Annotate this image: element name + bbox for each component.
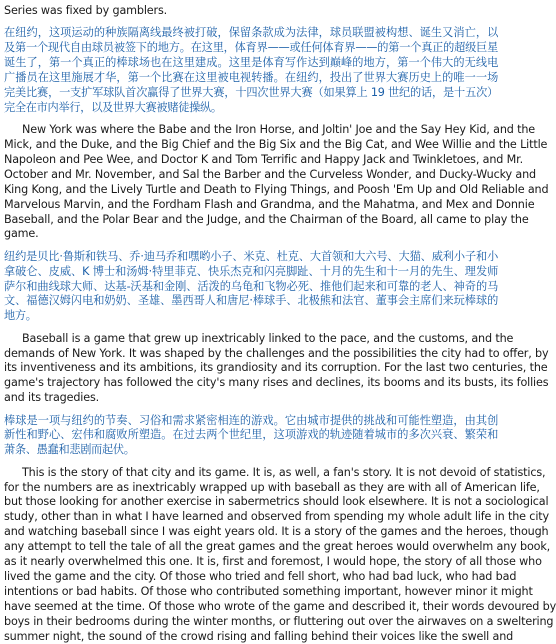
english-text-line: and its tragedies. (4, 391, 100, 405)
english-text-line: its inventiveness and its ambitions, its grandiosity and its corruption. For the last two centuries, the (4, 361, 548, 375)
english-text-line: Baseball, and the Polar Bear and the Judge, and the Chairman of the Board, all came to play the (4, 212, 529, 226)
english-text-line: game's trajectory has followed the city's many rises and declines, its booms and its busts, its follies (4, 376, 549, 390)
chinese-text-line: 在纽约，这项运动的种族隔离线最终被打破，保留条款成为法律，球员联盟被构想、诞生又消亡，以 (4, 26, 498, 40)
chinese-text-line: 新性和野心、宏伟和腐败所塑造。在过去两个世纪里，这项游戏的轨迹随着城市的多次兴衰、繁荣和 (4, 428, 498, 442)
english-text-line: summer night, the sound of the crowd rising and falling behind their voices like the swell and (4, 629, 514, 643)
english-text-line: but those looking for another exercise in sabermetrics should look elsewhere. It is not a sociological (4, 495, 549, 509)
english-text-line: demands of New York. It was shaped by the challenges and the possibilities the city had to offer, by (4, 346, 549, 360)
english-text-line: for the numbers are as inextricably wrapped up with baseball as they are with all of American life, (4, 480, 540, 494)
english-text-line: any attempt to tell the tale of all the great games and the great heroes would overwhelm any book, (4, 540, 551, 554)
english-text-line: have seemed at the time. Of those who wrote of the game and described it, their words devoured by (4, 599, 556, 613)
english-text-line: as it nearly overwhelmed this one. It is, first and foremost, I would hope, the story of all those who (4, 555, 542, 568)
english-text-line: This is the story of that city and its game. It is, as well, a fan's story. It is not devoid of statistics, (22, 465, 546, 479)
chinese-text-line: 诞生了，第一个真正的棒球场也在这里建成。这里是体育写作达到巅峰的地方，第一个伟大的无线电 (4, 56, 498, 70)
english-text-line: game. (4, 227, 39, 241)
chinese-text-line: 萨尔和曲线球大师、达基-沃基和金刚、活泼的乌龟和飞物必死、推他们起来和可靠的老人、神奇的马 (4, 279, 498, 293)
english-text-line: boys in their bedrooms during the winter months, or fluttering out over the airwaves on a sweltering (4, 614, 554, 628)
chinese-text-line: 完美比赛，一支扩军球队首次赢得了世界大赛，十四次世界大赛（如果算上 19 世纪的话，是十五次） (4, 85, 498, 99)
chinese-text-line: 棒球是一项与纽约的节奏、习俗和需求紧密相连的游戏。它由城市提供的挑战和可能性塑造，由其创 (4, 413, 498, 427)
english-text-line: King Kong, and the Lively Turtle and Death to Flying Things, and Poosh 'Em Up and Old Reliable and (4, 182, 549, 196)
english-text-line: Series was fixed by gamblers. (4, 4, 168, 17)
english-text-line: Mick, and the Duke, and the Big Chief and the Big Six and the Big Cat, and Wee Willie and the Little (4, 138, 548, 151)
chinese-text-line: 文、福德汉姆闪电和奶奶、圣雄、墨西哥人和唐尼·棒球手、北极熊和法官、董事会主席们来玩棒球的 (4, 294, 498, 308)
english-text-line: New York was where the Babe and the Iron Horse, and Joltin' Joe and the Say Hey Kid, and the (22, 123, 536, 137)
chinese-text-line: 完全在市内举行，以及世界大赛被赌徒操纵。 (4, 100, 222, 114)
english-text-line: and watching baseball since I was eight years old. It is a story of the games and the heroes, though (4, 525, 549, 539)
chinese-text-line: 纽约是贝比·鲁斯和铁马、乔·迪马乔和嘿哟小子、米克、杜克、大首领和大六号、大猫、威利小子和小 (4, 249, 498, 263)
chinese-text-line: 拿破仑、皮威、K 博士和汤姆·特里菲克、快乐杰克和闪亮脚趾、十月的先生和十一月的先生、理发师 (4, 264, 498, 278)
chinese-text-line: 及第一个现代自由球员被签下的地方。在这里，体育界——或任何体育界——的第一个真正的超级巨星 (4, 41, 498, 55)
english-text-line: Napoleon and Pee Wee, and Doctor K and Tom Terrific and Happy Jack and Twinkletoes, and Mr. (4, 152, 523, 166)
english-text-line: October and Mr. November, and Sal the Barber and the Curveless Wonder, and Ducky-Wucky and (4, 167, 537, 181)
english-text-line: study, other than in what I have learned and observed from spending my whole adult life in the city (4, 510, 549, 524)
english-text-line: lived the game and the city. Of those who tried and fell short, who had bad luck, who had bad (4, 569, 517, 583)
english-text-line: Marvelous Marvin, and the Fordham Flash and Grandma, and the Mahatma, and Mex and Donnie (4, 197, 535, 211)
chinese-text-line: 地方。 (4, 309, 37, 323)
chinese-text-line: 萧条、愚蠢和悲剧而起伏。 (4, 443, 135, 457)
chinese-text-line: 广播员在这里施展才华，第一个比赛在这里被电视转播。在纽约，投出了世界大赛历史上的唯一一场 (4, 71, 498, 84)
english-text-line: intentions or bad habits. Of those who contributed something important, however minor it might (4, 584, 533, 598)
document-page (4, 2, 556, 643)
english-text-line: Baseball is a game that grew up inextricably linked to the pace, and the customs, and the (22, 331, 514, 345)
